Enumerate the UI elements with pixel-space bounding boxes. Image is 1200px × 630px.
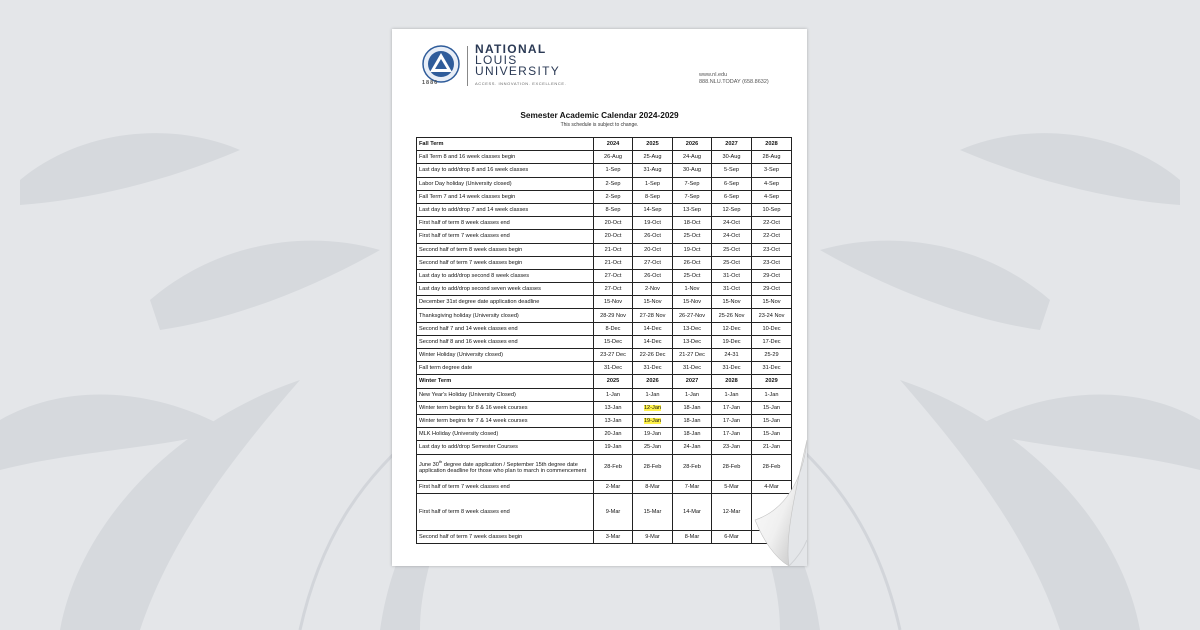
date-cell: 4-Mar xyxy=(752,480,792,493)
event-label: Last day to add/drop second seven week classes xyxy=(417,283,594,296)
date-cell: 15-Mar xyxy=(633,493,673,530)
event-label: Second half of term 7 week classes begin xyxy=(417,530,594,543)
year-cell: 2027 xyxy=(712,138,752,151)
fall-term-header-row xyxy=(417,138,792,151)
event-label: Labor Day holiday (University closed) xyxy=(417,177,594,190)
date-cell: 26-Oct xyxy=(673,256,712,269)
year-cell: 2027 xyxy=(673,375,712,388)
date-cell: 3-Sep xyxy=(752,164,792,177)
date-cell: 31-Dec xyxy=(673,362,712,375)
date-cell: 25-26 Nov xyxy=(712,309,752,322)
table-row xyxy=(417,322,792,335)
date-cell: 14-Dec xyxy=(633,322,673,335)
date-cell: 1-Jan xyxy=(712,388,752,401)
date-cell: 17-Jan xyxy=(712,414,752,427)
event-label: First half of term 8 week classes end xyxy=(417,217,594,230)
event-label: Winter term begins for 8 & 16 week courses xyxy=(417,401,594,414)
year-cell: 2024 xyxy=(594,138,633,151)
event-label: MLK Holiday (University closed) xyxy=(417,428,594,441)
date-cell: 1-Jan xyxy=(673,388,712,401)
event-label: Last day to add/drop 8 and 16 week classes xyxy=(417,164,594,177)
event-label: First half of term 7 week classes end xyxy=(417,480,594,493)
table-row xyxy=(417,296,792,309)
date-cell: 23-Oct xyxy=(752,256,792,269)
table-row xyxy=(417,190,792,203)
date-cell: 23-27 Dec xyxy=(594,349,633,362)
date-cell: 1-Sep xyxy=(594,164,633,177)
date-cell: 7-Sep xyxy=(673,190,712,203)
event-label: Winter term begins for 7 & 14 week courses xyxy=(417,414,594,427)
date-cell: 15-Nov xyxy=(673,296,712,309)
table-row xyxy=(417,493,792,530)
label-part: June 30 xyxy=(419,461,439,468)
label-part: degree date application / September 15th degree date application deadline for those who plan to march in commencement xyxy=(419,461,587,475)
date-cell: 5-Mar xyxy=(712,480,752,493)
date-cell: 7-Sep xyxy=(673,177,712,190)
university-name-line2: LOUIS xyxy=(475,53,518,67)
date-cell: 2-Sep xyxy=(594,177,633,190)
table-row xyxy=(417,388,792,401)
date-cell: 4-Sep xyxy=(752,177,792,190)
event-label: Last day to add/drop Semester Courses xyxy=(417,441,594,454)
date-cell: 25-Oct xyxy=(712,243,752,256)
date-cell: 15-Jan xyxy=(752,401,792,414)
table-row xyxy=(417,177,792,190)
date-cell: 29-Oct xyxy=(752,269,792,282)
date-cell: 31-Dec xyxy=(712,362,752,375)
winter-term-header-row xyxy=(417,375,792,388)
date-cell: 2-Nov xyxy=(633,283,673,296)
date-cell: 24-31 xyxy=(712,349,752,362)
date-cell: 27-Oct xyxy=(633,256,673,269)
date-cell: 15-Dec xyxy=(594,335,633,348)
fall-term-heading: Fall Term xyxy=(417,138,594,151)
highlighted-date: 12-Jan xyxy=(643,404,662,411)
date-cell: 21-Jan xyxy=(752,441,792,454)
date-cell: 14-Mar xyxy=(673,493,712,530)
date-cell: 15-Nov xyxy=(633,296,673,309)
founded-year: 1886 xyxy=(422,80,439,86)
date-cell: 30-Aug xyxy=(712,151,752,164)
date-cell: 4-Sep xyxy=(752,190,792,203)
event-label: Fall term degree date xyxy=(417,362,594,375)
date-cell xyxy=(633,414,673,427)
table-row xyxy=(417,203,792,216)
year-cell: 2028 xyxy=(712,375,752,388)
university-name xyxy=(475,44,560,77)
date-cell: 28-Feb xyxy=(752,454,792,480)
date-cell: 8-Dec xyxy=(594,322,633,335)
date-cell: 6-Sep xyxy=(712,190,752,203)
date-cell: 28-Aug xyxy=(752,151,792,164)
date-cell: 13-Sep xyxy=(673,203,712,216)
date-cell: 18-Jan xyxy=(673,401,712,414)
date-cell: 24-Aug xyxy=(673,151,712,164)
date-cell: 31-Aug xyxy=(633,164,673,177)
date-cell: 14-Sep xyxy=(633,203,673,216)
table-row xyxy=(417,164,792,177)
date-cell: 1-Nov xyxy=(673,283,712,296)
date-cell: 13-Dec xyxy=(673,322,712,335)
event-label: Second half of term 7 week classes begin xyxy=(417,256,594,269)
date-cell: 17-Jan xyxy=(712,401,752,414)
date-cell: 25-Oct xyxy=(712,256,752,269)
date-cell: 15-Jan xyxy=(752,428,792,441)
table-row xyxy=(417,349,792,362)
event-label: December 31st degree date application deadline xyxy=(417,296,594,309)
label-superscript: th xyxy=(438,458,443,464)
table-row xyxy=(417,217,792,230)
date-cell: 25-Aug xyxy=(633,151,673,164)
page-curl-icon xyxy=(745,440,815,575)
event-label xyxy=(417,454,594,480)
calendar-table xyxy=(416,137,792,544)
date-cell: 28-29 Nov xyxy=(594,309,633,322)
date-cell: 25-Jan xyxy=(633,441,673,454)
table-row xyxy=(417,243,792,256)
year-cell: 2025 xyxy=(633,138,673,151)
date-cell: 14-Dec xyxy=(633,335,673,348)
date-cell: 24-Oct xyxy=(712,217,752,230)
university-tagline: ACCESS. INNOVATION. EXCELLENCE. xyxy=(475,81,567,86)
winter-term-heading: Winter Term xyxy=(417,375,594,388)
date-cell: 26-Oct xyxy=(633,230,673,243)
table-row xyxy=(417,230,792,243)
date-cell: 20-Jan xyxy=(594,428,633,441)
date-cell: 1-Jan xyxy=(752,388,792,401)
date-cell: 12-Mar xyxy=(712,493,752,530)
year-cell: 2026 xyxy=(673,138,712,151)
date-cell: 28-Feb xyxy=(673,454,712,480)
date-cell: 9-Mar xyxy=(594,493,633,530)
date-cell: 26-Oct xyxy=(633,269,673,282)
date-cell: 19-Jan xyxy=(594,441,633,454)
event-label: First half of term 7 week classes end xyxy=(417,230,594,243)
event-label: Fall Term 8 and 16 week classes begin xyxy=(417,151,594,164)
date-cell: 31-Dec xyxy=(594,362,633,375)
table-row xyxy=(417,530,792,543)
event-label: Last day to add/drop second 8 week classes xyxy=(417,269,594,282)
date-cell: 18-Jan xyxy=(673,428,712,441)
event-label: New Year's Holiday (University Closed) xyxy=(417,388,594,401)
date-cell: 28-Feb xyxy=(633,454,673,480)
date-cell: 8-Sep xyxy=(633,190,673,203)
date-cell: 22-Oct xyxy=(752,217,792,230)
date-cell: 1-Sep xyxy=(633,177,673,190)
event-label: Second half 8 and 16 week classes end xyxy=(417,335,594,348)
table-row xyxy=(417,414,792,427)
date-cell: 19-Oct xyxy=(673,243,712,256)
date-cell: 27-Oct xyxy=(594,283,633,296)
date-cell: 26-27-Nov xyxy=(673,309,712,322)
date-cell: 15-Jan xyxy=(752,414,792,427)
date-cell: 27-28 Nov xyxy=(633,309,673,322)
table-row xyxy=(417,283,792,296)
date-cell: 8-Sep xyxy=(594,203,633,216)
table-row xyxy=(417,454,792,480)
date-cell: 25-29 xyxy=(752,349,792,362)
table-row xyxy=(417,401,792,414)
event-label: First half of term 8 week classes end xyxy=(417,493,594,530)
date-cell: 18-Jan xyxy=(673,414,712,427)
table-row xyxy=(417,428,792,441)
date-cell: 30-Aug xyxy=(673,164,712,177)
event-label: Winter Holiday (University closed) xyxy=(417,349,594,362)
date-cell: 8-Mar xyxy=(673,530,712,543)
date-cell: 31-Dec xyxy=(752,362,792,375)
phone-number: 888.NLU.TODAY (658.8632) xyxy=(699,79,769,85)
table-row xyxy=(417,335,792,348)
date-cell: 20-Oct xyxy=(594,217,633,230)
date-cell: 9-Mar xyxy=(633,530,673,543)
date-cell: 19-Jan xyxy=(633,428,673,441)
document-subtitle: This schedule is subject to change. xyxy=(560,122,639,128)
date-cell: 26-Aug xyxy=(594,151,633,164)
contact-info xyxy=(699,72,769,86)
table-row xyxy=(417,362,792,375)
event-label: Thanksgiving holiday (University closed) xyxy=(417,309,594,322)
date-cell xyxy=(633,401,673,414)
date-cell: 23-Oct xyxy=(752,243,792,256)
year-cell: 2029 xyxy=(752,375,792,388)
date-cell: 24-Jan xyxy=(673,441,712,454)
date-cell: 10-Dec xyxy=(752,322,792,335)
year-cell: 2026 xyxy=(633,375,673,388)
year-cell: 2025 xyxy=(594,375,633,388)
date-cell: 31-Oct xyxy=(712,283,752,296)
university-name-line3: UNIVERSITY xyxy=(475,64,561,78)
date-cell: 17-Dec xyxy=(752,335,792,348)
date-cell: 7-Mar xyxy=(673,480,712,493)
date-cell: 13-Jan xyxy=(594,414,633,427)
date-cell: 10-Sep xyxy=(752,203,792,216)
date-cell: 3-Mar xyxy=(594,530,633,543)
event-label: Fall Term 7 and 14 week classes begin xyxy=(417,190,594,203)
event-label: Last day to add/drop 7 and 14 week classes xyxy=(417,203,594,216)
date-cell: 2-Sep xyxy=(594,190,633,203)
date-cell: 31-Oct xyxy=(712,269,752,282)
date-cell: 21-Oct xyxy=(594,256,633,269)
date-cell: 22-26 Dec xyxy=(633,349,673,362)
table-row xyxy=(417,269,792,282)
date-cell: 1-Jan xyxy=(633,388,673,401)
date-cell: 28-Feb xyxy=(712,454,752,480)
date-cell: 20-Oct xyxy=(594,230,633,243)
date-cell: 27-Oct xyxy=(594,269,633,282)
event-label: Second half of term 8 week classes begin xyxy=(417,243,594,256)
table-row xyxy=(417,441,792,454)
event-label: Second half 7 and 14 week classes end xyxy=(417,322,594,335)
date-cell: 1-Jan xyxy=(594,388,633,401)
date-cell: 20-Oct xyxy=(633,243,673,256)
date-cell: 31-Dec xyxy=(633,362,673,375)
date-cell: 19-Oct xyxy=(633,217,673,230)
date-cell: 6-Mar xyxy=(712,530,752,543)
date-cell: 29-Oct xyxy=(752,283,792,296)
date-cell: 12-Sep xyxy=(712,203,752,216)
date-cell: 21-27 Dec xyxy=(673,349,712,362)
date-cell: 6-Sep xyxy=(712,177,752,190)
table-row xyxy=(417,480,792,493)
table-row xyxy=(417,151,792,164)
website-link[interactable]: www.nl.edu xyxy=(699,72,728,78)
date-cell: 13-Jan xyxy=(594,401,633,414)
date-cell: 23-24 Nov xyxy=(752,309,792,322)
date-cell: 8-Mar xyxy=(633,480,673,493)
date-cell: 25-Oct xyxy=(673,269,712,282)
date-cell: 12-Dec xyxy=(712,322,752,335)
document-title: Semester Academic Calendar 2024-2029 xyxy=(520,110,679,120)
date-cell: 17-Jan xyxy=(712,428,752,441)
date-cell: 28-Feb xyxy=(594,454,633,480)
highlighted-date: 19-Jan xyxy=(643,418,662,425)
date-cell: 15-Nov xyxy=(594,296,633,309)
date-cell: 22-Oct xyxy=(752,230,792,243)
date-cell: 2-Mar xyxy=(594,480,633,493)
date-cell: 19-Dec xyxy=(712,335,752,348)
table-row xyxy=(417,309,792,322)
date-cell: 21-Oct xyxy=(594,243,633,256)
university-name-line1: NATIONAL xyxy=(475,42,547,56)
date-cell: 24-Oct xyxy=(712,230,752,243)
date-cell: 13-Dec xyxy=(673,335,712,348)
date-cell: 18-Oct xyxy=(673,217,712,230)
logo-divider xyxy=(467,46,468,86)
table-row xyxy=(417,256,792,269)
date-cell: 15-Nov xyxy=(752,296,792,309)
date-cell: 5-Sep xyxy=(712,164,752,177)
year-cell: 2028 xyxy=(752,138,792,151)
date-cell: 15-Nov xyxy=(712,296,752,309)
date-cell: 23-Jan xyxy=(712,441,752,454)
date-cell: 25-Oct xyxy=(673,230,712,243)
